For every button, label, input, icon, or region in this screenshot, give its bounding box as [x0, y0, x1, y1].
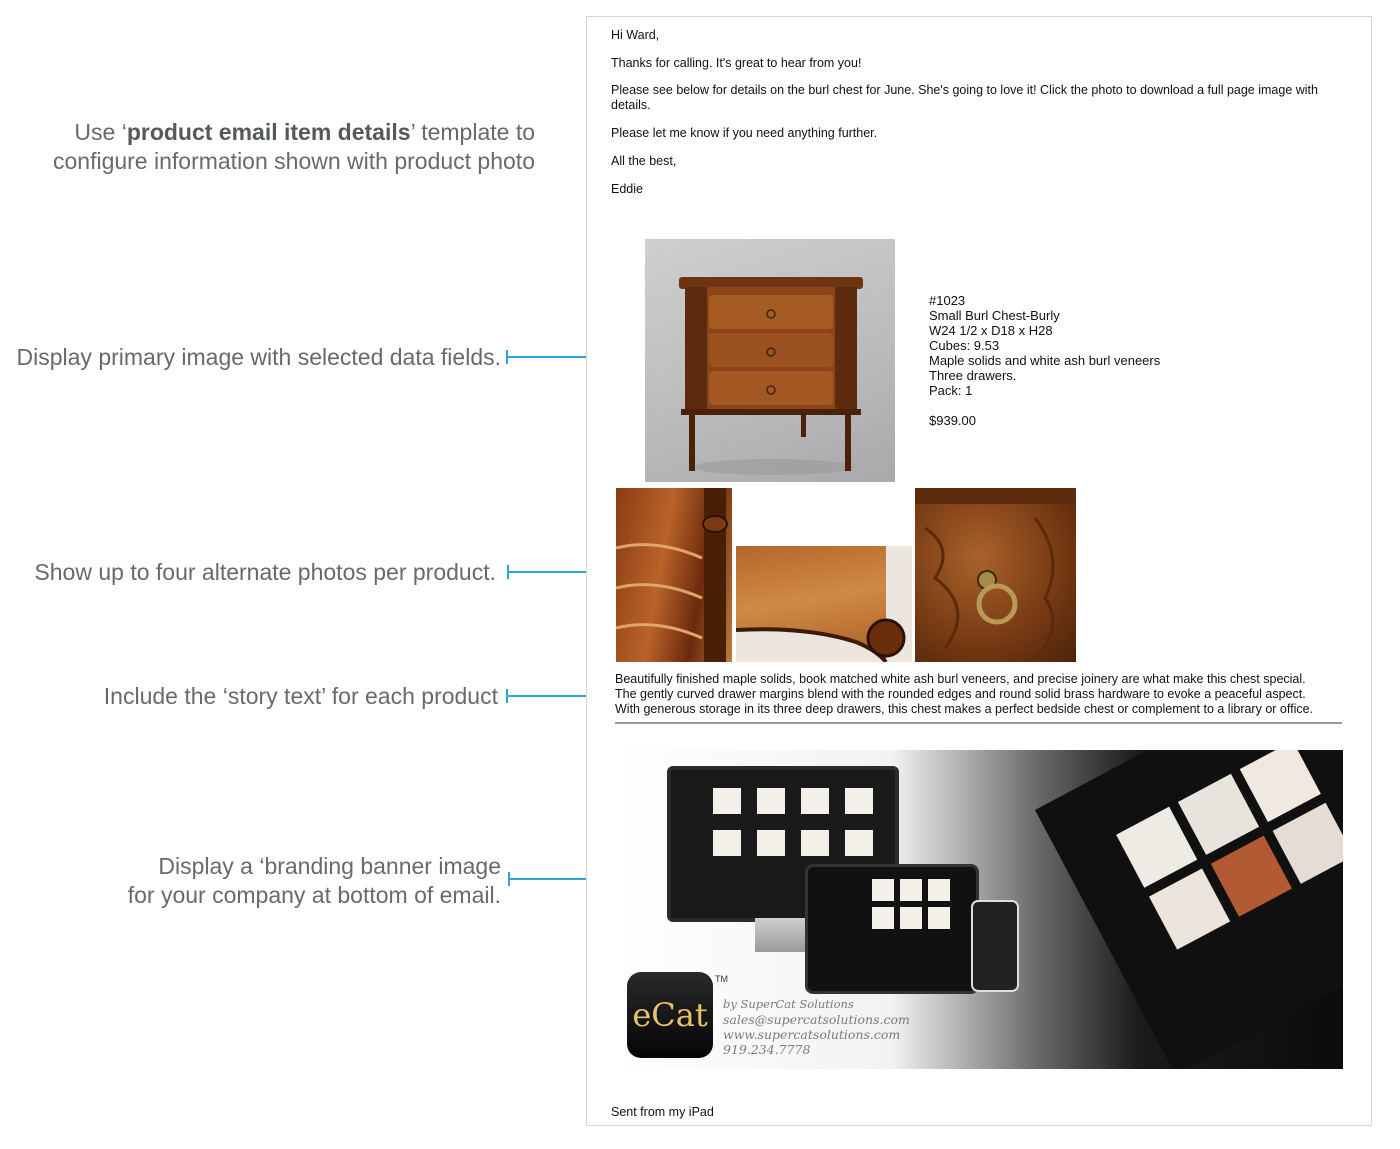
product-name: Small Burl Chest-Burly	[929, 308, 1060, 323]
story-line: With generous storage in its three deep drawers, this chest makes a perfect bedside chest or complement to a library or office.	[615, 702, 1314, 716]
banner-email: sales@supercatsolutions.com	[723, 1012, 910, 1027]
product-sku: #1023	[929, 293, 966, 308]
annotation-story-text: Include the ‘story text’ for each product	[103, 683, 498, 709]
chest-apron-detail-image	[736, 546, 912, 662]
alternate-photo-3[interactable]	[915, 488, 1076, 662]
brass-ring-pull-image	[915, 488, 1076, 662]
email-line-3: Please let me know if you need anything further.	[611, 126, 878, 140]
banner-company: by SuperCat Solutions	[723, 997, 854, 1011]
product-dimensions: W24 1/2 x D18 x H28	[929, 323, 1053, 338]
trademark-symbol: TM	[715, 974, 728, 984]
email-greeting: Hi Ward,	[611, 28, 660, 42]
product-price: $939.00	[929, 413, 976, 428]
banner-phone: 919.234.7778	[723, 1042, 811, 1057]
email-preview	[586, 16, 1372, 1126]
ecat-app-icon: eCat	[627, 972, 713, 1058]
email-footer: Sent from my iPad	[611, 1105, 714, 1119]
ipad-device-image	[805, 864, 979, 994]
email-signoff: All the best,	[611, 154, 677, 168]
email-line-2: Please see below for details on the burl chest for June. She's going to love it! Click the photo to download a full page image with details.	[611, 83, 1318, 112]
product-pack: Pack: 1	[929, 383, 973, 398]
product-story-text	[615, 672, 1345, 717]
template-name: product email item details	[126, 119, 411, 145]
annotation-alternate-photos: Show up to four alternate photos per product.	[34, 559, 496, 585]
alternate-photo-2[interactable]	[736, 546, 912, 662]
burl-chest-image	[645, 239, 895, 482]
primary-product-photo[interactable]	[645, 239, 895, 482]
alternate-photo-1[interactable]	[616, 488, 732, 662]
email-signature: Eddie	[611, 182, 643, 196]
banner-contact-info	[723, 997, 910, 1057]
product-drawers: Three drawers.	[929, 368, 1017, 383]
branding-banner[interactable]	[615, 750, 1343, 1069]
desktop-stand	[755, 918, 805, 952]
story-line: Beautifully finished maple solids, book matched white ash burl veneers, and precise joinery are what make this chest special.	[615, 672, 1306, 686]
annotation-primary-image: Display primary image with selected data fields.	[16, 344, 501, 370]
email-line-1: Thanks for calling. It's great to hear from you!	[611, 56, 862, 70]
story-divider	[615, 722, 1342, 724]
annotation-banner: Display a ‘branding banner image for your company at bottom of email.	[127, 853, 501, 908]
annotation-template: Use ‘product email item details’ template to configure information shown with product photo	[52, 119, 535, 174]
banner-website: www.supercatsolutions.com	[723, 1027, 901, 1042]
product-data-fields	[929, 293, 1160, 428]
tablet-device-image	[1035, 750, 1343, 1069]
chest-corner-detail-image	[616, 488, 732, 662]
product-cubes: Cubes: 9.53	[929, 338, 1000, 353]
story-line: The gently curved drawer margins blend with the rounded edges and round solid brass hardware to evoke a peaceful aspect.	[615, 687, 1306, 701]
product-materials: Maple solids and white ash burl veneers	[929, 353, 1161, 368]
phone-device-image	[971, 900, 1019, 992]
